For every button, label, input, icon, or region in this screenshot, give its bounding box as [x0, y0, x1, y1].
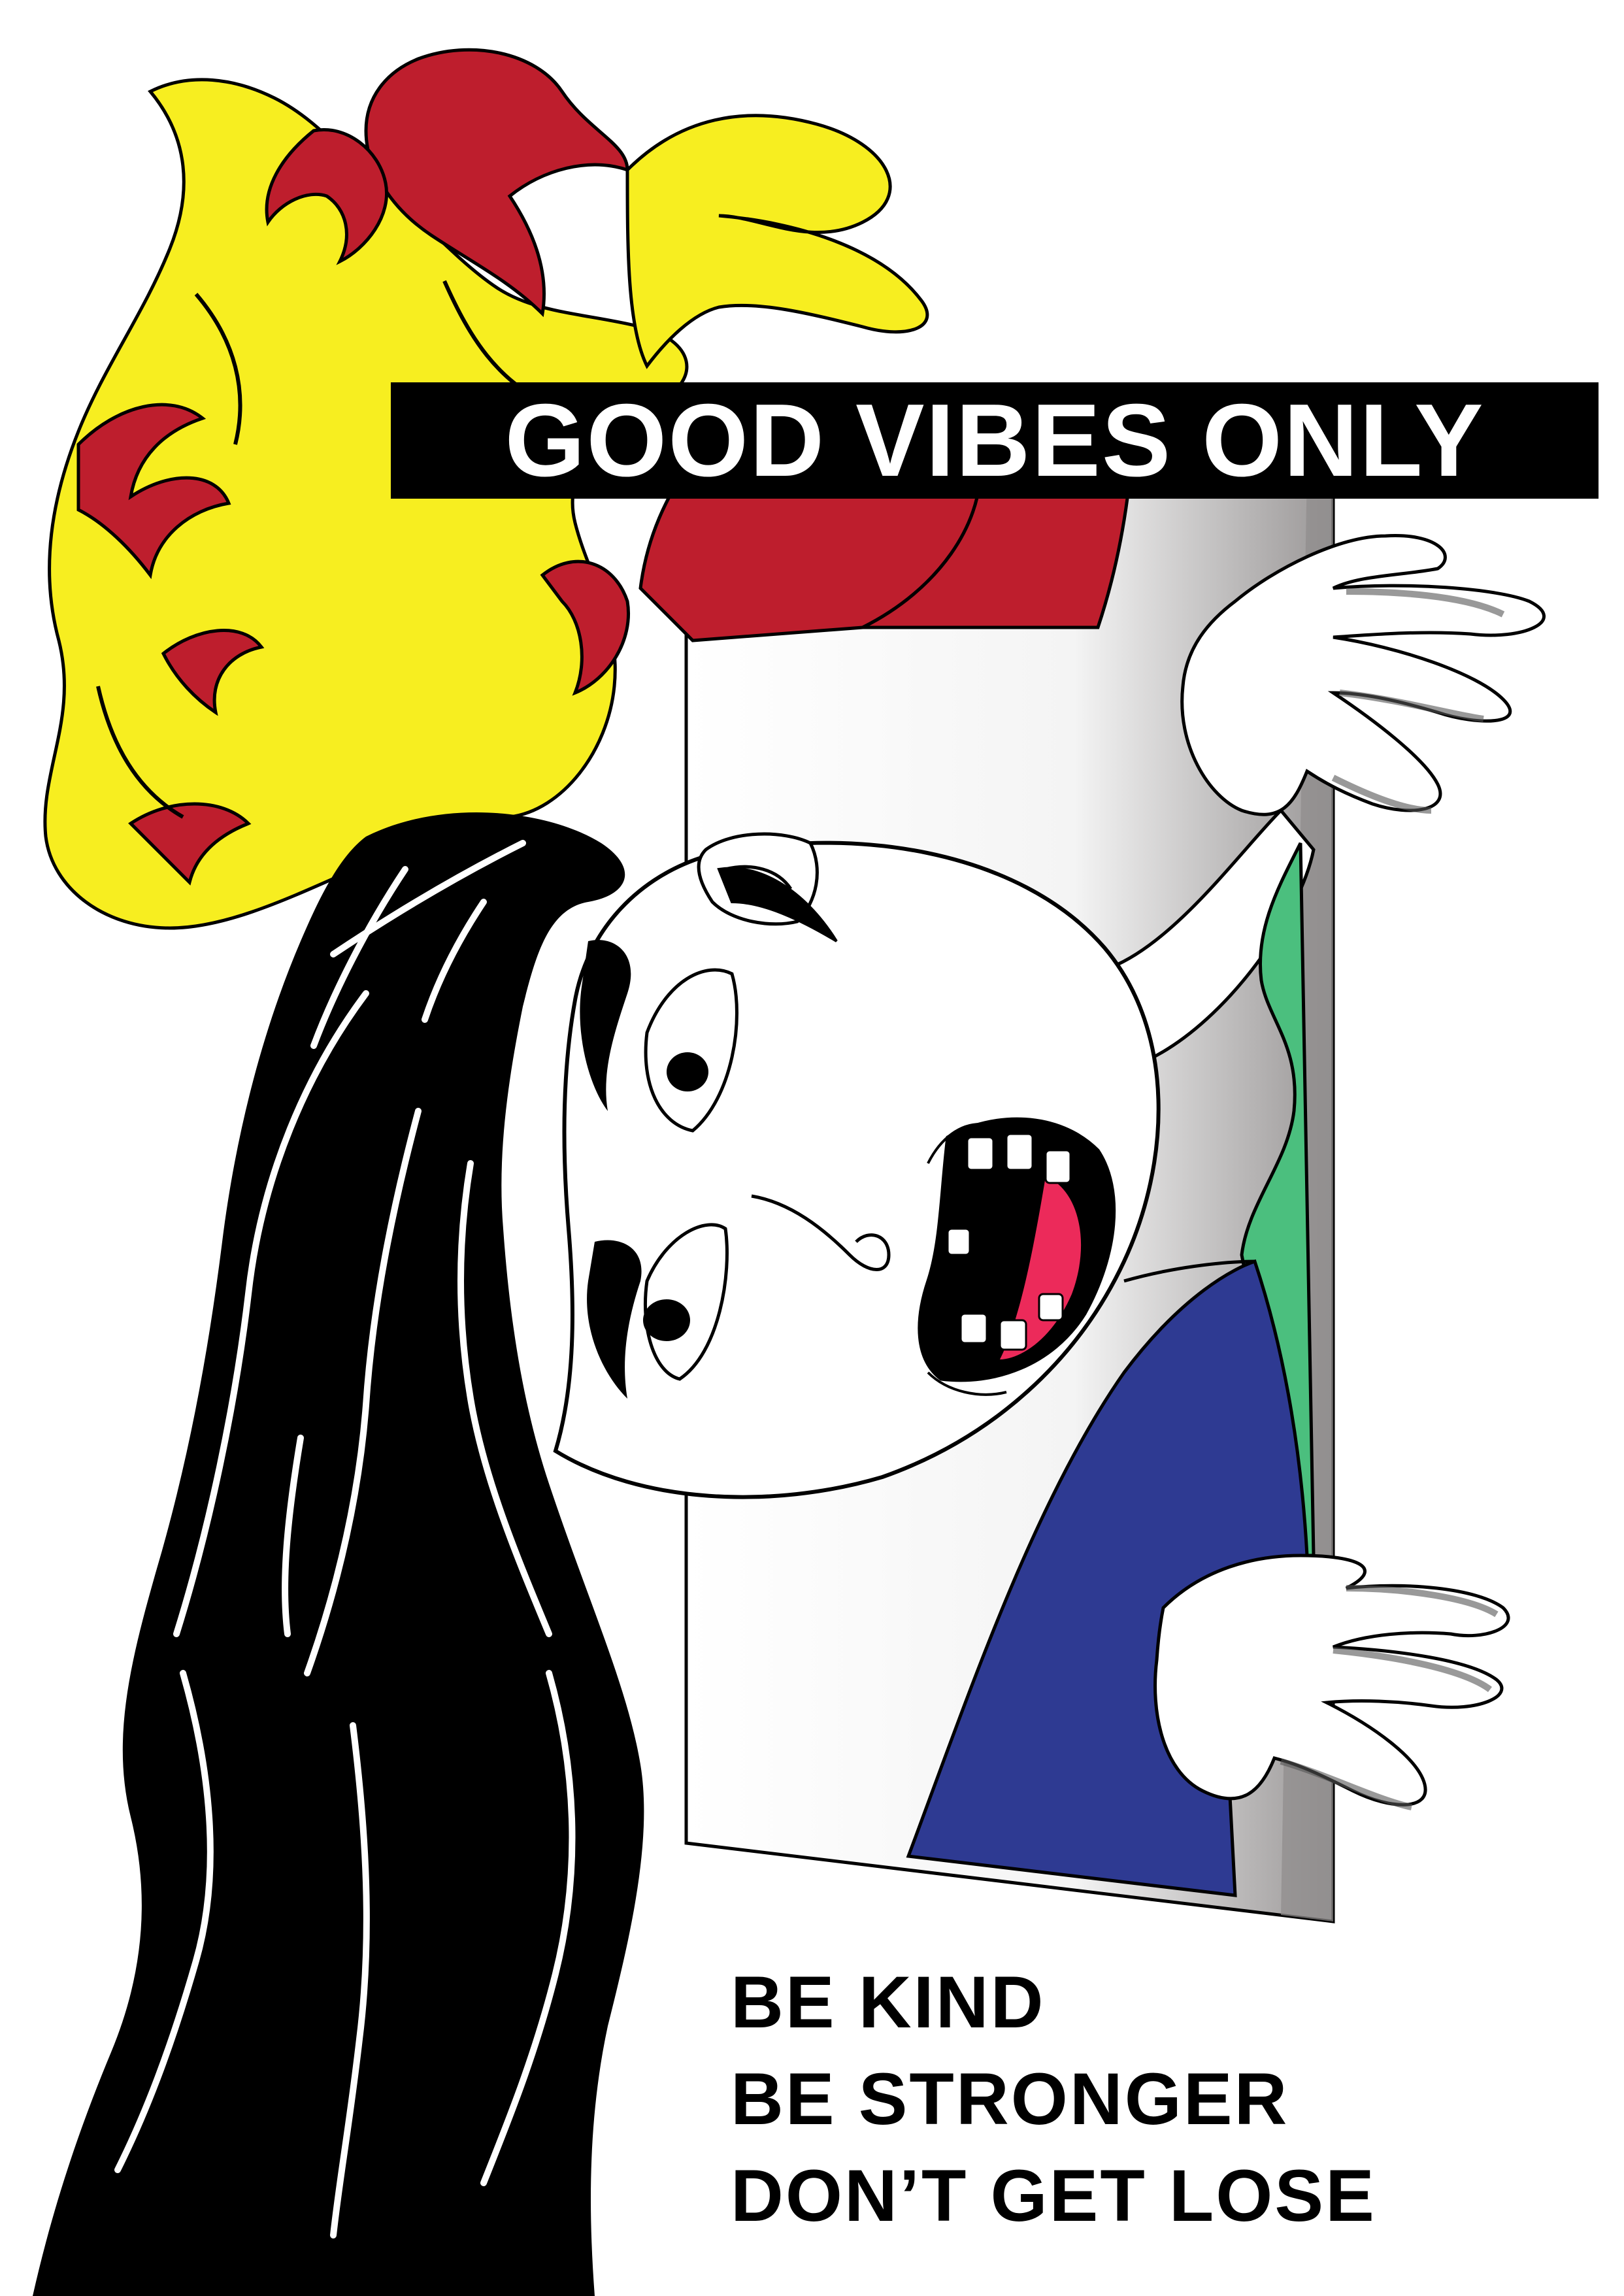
slogan-line-3: DON’T GET LOSE [731, 2155, 1376, 2237]
black-hair [33, 812, 644, 2296]
slogan-line-2: BE STRONGER [731, 2058, 1289, 2140]
lower-hand [1155, 1556, 1508, 1807]
slogan-block [731, 1954, 1580, 2244]
headline-banner [391, 382, 1599, 499]
slogan-line-1: BE KIND [731, 1961, 1046, 2043]
headline-text: GOOD VIBES ONLY [505, 383, 1485, 498]
